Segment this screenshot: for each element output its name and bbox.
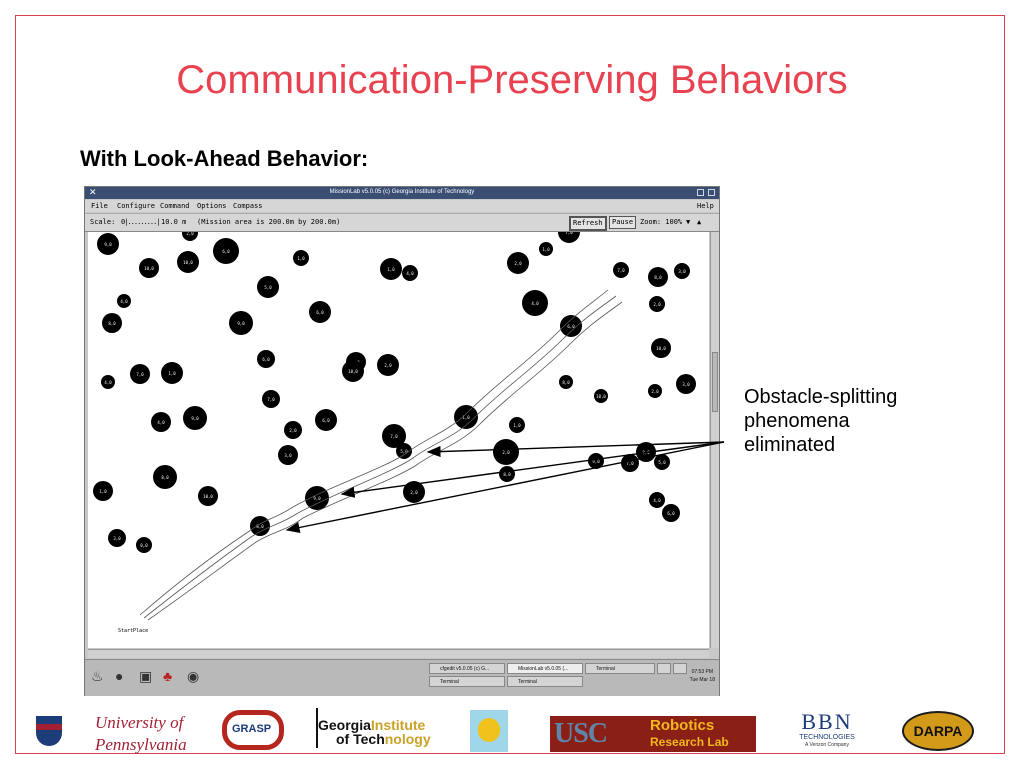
obstacle-label: 7,0 bbox=[136, 372, 144, 377]
obstacle bbox=[139, 258, 159, 278]
obstacle bbox=[676, 374, 696, 394]
obstacle-label: 2,0 bbox=[653, 302, 661, 307]
usc-lab-text: Research Lab bbox=[650, 735, 729, 749]
obstacle bbox=[649, 296, 665, 312]
menu-configure[interactable]: Configure bbox=[117, 202, 155, 210]
start-place-label: StartPlace bbox=[118, 628, 149, 634]
gatech-word-3: of Tech bbox=[336, 731, 385, 747]
obstacle-label: 2,0 bbox=[384, 363, 392, 368]
obstacle-label: 8,0 bbox=[562, 380, 570, 385]
obstacle bbox=[621, 454, 639, 472]
menu-compass[interactable]: Compass bbox=[233, 202, 263, 210]
obstacle bbox=[522, 290, 548, 316]
obstacle-label: 6,0 bbox=[667, 511, 675, 516]
obstacle bbox=[250, 516, 270, 536]
obstacle-label: 9,0 bbox=[592, 459, 600, 464]
obstacle bbox=[380, 258, 402, 280]
obstacle-label: 9,0 bbox=[191, 416, 199, 421]
obstacle bbox=[117, 294, 131, 308]
obstacle-label: 7,0 bbox=[617, 268, 625, 273]
obstacle-label: 6,0 bbox=[316, 310, 324, 315]
obstacle bbox=[654, 454, 670, 470]
minimize-icon[interactable] bbox=[697, 189, 704, 196]
obstacle-label: 9,0 bbox=[237, 321, 245, 326]
obstacle-label: 7,0 bbox=[626, 461, 634, 466]
obstacle-label: 6,0 bbox=[222, 249, 230, 254]
obstacle-label: 10,0 bbox=[596, 394, 606, 399]
obstacle-label: 8,0 bbox=[108, 321, 116, 326]
obstacle bbox=[651, 338, 671, 358]
obstacle-label: 10,0 bbox=[144, 266, 154, 271]
obstacle bbox=[588, 453, 604, 469]
obstacle-label: 8,0 bbox=[161, 475, 169, 480]
obstacle bbox=[342, 360, 364, 382]
grasp-text: GRASP bbox=[232, 723, 272, 735]
task-terminal-2[interactable]: Terminal bbox=[429, 676, 505, 687]
penn-shield-icon bbox=[36, 716, 62, 746]
obstacle-label: 5,0 bbox=[400, 449, 408, 454]
refresh-button[interactable]: Refresh bbox=[569, 216, 607, 231]
obstacle bbox=[101, 375, 115, 389]
buzz-mascot-logo bbox=[470, 710, 508, 752]
obstacle bbox=[499, 466, 515, 482]
obstacle-label: 10,0 bbox=[656, 346, 666, 351]
task-terminal-1[interactable]: Terminal bbox=[585, 663, 655, 674]
obstacle bbox=[674, 263, 690, 279]
obstacle-label: 7,0 bbox=[565, 232, 573, 235]
menu-file[interactable]: File bbox=[91, 202, 108, 210]
obstacle bbox=[662, 504, 680, 522]
obstacle bbox=[284, 421, 302, 439]
obstacle-label: 7,0 bbox=[267, 397, 275, 402]
obstacle-label: 4,0 bbox=[653, 498, 661, 503]
obstacle bbox=[102, 313, 122, 333]
obstacle bbox=[539, 242, 553, 256]
zoom-down-icon[interactable]: ▼ bbox=[686, 218, 691, 226]
obstacle bbox=[403, 481, 425, 503]
obstacle-label: 8,0 bbox=[654, 275, 662, 280]
slide-title: Communication-Preserving Behaviors bbox=[176, 58, 848, 102]
annotation-text bbox=[744, 385, 964, 457]
obstacle-label: 8,0 bbox=[256, 524, 264, 529]
zoom-label: Zoom: 100% bbox=[640, 218, 683, 226]
obstacle bbox=[558, 232, 580, 243]
obstacle-label: 1,0 bbox=[168, 371, 176, 376]
obstacle-label: 0,0 bbox=[140, 543, 148, 548]
gatech-word-2: Institute bbox=[370, 717, 426, 733]
obstacle bbox=[213, 238, 239, 264]
obstacle bbox=[613, 262, 629, 278]
globe-icon[interactable]: ◉ bbox=[187, 668, 200, 684]
obstacle bbox=[293, 250, 309, 266]
usc-text: USC bbox=[554, 718, 608, 749]
clock bbox=[690, 668, 715, 684]
scale-label: Scale: bbox=[90, 218, 116, 226]
missionlab-window bbox=[84, 186, 720, 696]
obstacle-label: 2,0 bbox=[410, 490, 418, 495]
obstacle-label: 6,0 bbox=[322, 418, 330, 423]
annotation-line-2: phenomena bbox=[744, 410, 850, 432]
obstacle bbox=[402, 265, 418, 281]
obstacle-label: 4,0 bbox=[157, 420, 165, 425]
obstacle-label: 2,0 bbox=[502, 450, 510, 455]
obstacle-label: 6,0 bbox=[262, 357, 270, 362]
vertical-scrollbar[interactable] bbox=[710, 232, 719, 648]
menu-command[interactable]: Command bbox=[160, 202, 190, 210]
obstacle-label: 1,0 bbox=[513, 423, 521, 428]
annotation-line-3: eliminated bbox=[744, 434, 836, 456]
obstacle bbox=[257, 350, 275, 368]
usc-robotics-text: Robotics bbox=[650, 717, 715, 734]
penn-line-2: Pennsylvania bbox=[95, 735, 187, 754]
obstacle bbox=[97, 233, 119, 255]
gatech-word-1: Georgia bbox=[318, 717, 371, 733]
task-cfgedit[interactable]: cfgedit v5.0.05 (c) G... bbox=[429, 663, 505, 674]
obstacle bbox=[315, 409, 337, 431]
obstacle-label: 10,0 bbox=[183, 260, 193, 265]
obstacle-label: 3,0 bbox=[284, 453, 292, 458]
close-icon[interactable]: ✕ bbox=[89, 187, 97, 197]
obstacle bbox=[136, 537, 152, 553]
obstacle-label: 7,0 bbox=[390, 434, 398, 439]
obstacle bbox=[177, 251, 199, 273]
obstacle-label: 3,0 bbox=[682, 382, 690, 387]
obstacle bbox=[560, 315, 582, 337]
task-terminal-3[interactable]: Terminal bbox=[507, 676, 583, 687]
pager-2[interactable] bbox=[673, 663, 687, 674]
obstacle-label: 3,0 bbox=[678, 269, 686, 274]
obstacle bbox=[198, 486, 218, 506]
obstacle-label: 2,0 bbox=[651, 389, 659, 394]
obstacle bbox=[509, 417, 525, 433]
horizontal-scrollbar[interactable] bbox=[88, 649, 709, 658]
gatech-logo bbox=[318, 718, 431, 746]
menu-options[interactable]: Options bbox=[197, 202, 227, 210]
foot-icon[interactable]: ♣ bbox=[163, 668, 173, 684]
slide-subtitle: With Look-Ahead Behavior: bbox=[80, 146, 369, 171]
obstacle bbox=[229, 311, 253, 335]
bbn-logo bbox=[796, 711, 858, 749]
window-title: MissionLab v5.0.05 (c) Georgia Institute of Technology bbox=[329, 189, 475, 195]
obstacle-label: 5,0 bbox=[264, 285, 272, 290]
obstacle bbox=[648, 384, 662, 398]
usc-robotics-logo bbox=[550, 716, 756, 752]
obstacle bbox=[130, 364, 150, 384]
app-icon[interactable]: ● bbox=[115, 668, 124, 684]
robot-trail-3 bbox=[148, 302, 622, 620]
pause-button[interactable]: Pause bbox=[609, 216, 636, 229]
terminal-icon[interactable]: ▣ bbox=[139, 668, 153, 684]
taskbar bbox=[85, 659, 719, 696]
gatech-word-4: nology bbox=[384, 731, 431, 747]
obstacle-label: 3,0 bbox=[113, 536, 121, 541]
obstacle bbox=[183, 406, 207, 430]
window-titlebar bbox=[85, 187, 719, 199]
obstacle bbox=[93, 481, 113, 501]
pager-1[interactable] bbox=[657, 663, 671, 674]
obstacle bbox=[108, 529, 126, 547]
obstacle-label: 1,0 bbox=[297, 256, 305, 261]
obstacle bbox=[182, 232, 198, 241]
obstacle bbox=[309, 301, 331, 323]
bbn-text: BBN bbox=[801, 709, 853, 734]
clock-time: 07:53 PM bbox=[691, 669, 713, 675]
obstacle bbox=[153, 465, 177, 489]
menu-bar bbox=[85, 200, 719, 212]
obstacle-label: 4,0 bbox=[531, 301, 539, 306]
obstacle bbox=[305, 486, 329, 510]
obstacle bbox=[262, 390, 280, 408]
obstacle bbox=[278, 445, 298, 465]
mission-area-text: (Mission area is 200.0m by 200.0m) bbox=[197, 218, 341, 226]
darpa-logo bbox=[902, 711, 974, 751]
obstacle bbox=[649, 492, 665, 508]
robot-trail-1 bbox=[140, 290, 608, 615]
obstacle-label: 1,0 bbox=[462, 415, 470, 420]
obstacle bbox=[648, 267, 668, 287]
obstacle bbox=[636, 442, 656, 462]
obstacle bbox=[377, 354, 399, 376]
obstacle-label: 4,0 bbox=[406, 271, 414, 276]
robot-trails bbox=[140, 290, 622, 620]
obstacle-label: 8,0 bbox=[503, 472, 511, 477]
obstacle-label: 1,0 bbox=[542, 247, 550, 252]
obstacle-label: 6,0 bbox=[567, 324, 575, 329]
annotation-line-1: Obstacle-splitting bbox=[744, 386, 898, 408]
bbn-tagline: A Verizon Company bbox=[805, 742, 849, 748]
penn-line-1: University of bbox=[95, 713, 184, 732]
start-icon[interactable]: ♨ bbox=[91, 668, 104, 684]
obstacle-label: 9,0 bbox=[104, 242, 112, 247]
scale-value: 10.0 m bbox=[161, 218, 187, 226]
clock-date: Tue Mar 18 bbox=[689, 677, 715, 683]
obstacle-label: 1,0 bbox=[387, 267, 395, 272]
obstacle bbox=[151, 412, 171, 432]
obstacle-label: 8,0 bbox=[642, 450, 650, 455]
maximize-icon[interactable] bbox=[708, 189, 715, 196]
obstacle-label: 1,0 bbox=[99, 489, 107, 494]
obstacle-label: 4,0 bbox=[104, 380, 112, 385]
mission-canvas[interactable] bbox=[88, 232, 709, 648]
obstacle-label: 2,0 bbox=[514, 261, 522, 266]
obstacle bbox=[161, 362, 183, 384]
grasp-logo bbox=[222, 710, 284, 750]
obstacle-label: 9,0 bbox=[313, 496, 321, 501]
obstacle-label: 10,0 bbox=[203, 494, 213, 499]
obstacle-label: 5,0 bbox=[658, 460, 666, 465]
obstacle-label: 4,0 bbox=[120, 299, 128, 304]
mission-map bbox=[88, 232, 709, 648]
obstacle bbox=[257, 276, 279, 298]
zoom-up-icon[interactable]: ▲ bbox=[697, 218, 702, 226]
obstacle-label: 2,0 bbox=[289, 428, 297, 433]
obstacle bbox=[559, 375, 573, 389]
bbn-subtext: TECHNOLOGIES bbox=[799, 734, 855, 741]
darpa-text: DARPA bbox=[913, 723, 963, 739]
obstacle bbox=[493, 439, 519, 465]
obstacle bbox=[594, 389, 608, 403]
scroll-thumb[interactable] bbox=[712, 352, 718, 412]
menu-help[interactable]: Help bbox=[697, 202, 714, 210]
obstacle-label: 2,0 bbox=[186, 232, 194, 236]
task-missionlab[interactable]: MissionLab v5.0.05 (... bbox=[507, 663, 583, 674]
obstacle-label: 10,0 bbox=[348, 369, 358, 374]
penn-logo-text bbox=[95, 712, 187, 756]
toolbar bbox=[85, 213, 719, 232]
obstacle bbox=[507, 252, 529, 274]
scale-slider[interactable]: 0|.........| bbox=[121, 218, 160, 226]
